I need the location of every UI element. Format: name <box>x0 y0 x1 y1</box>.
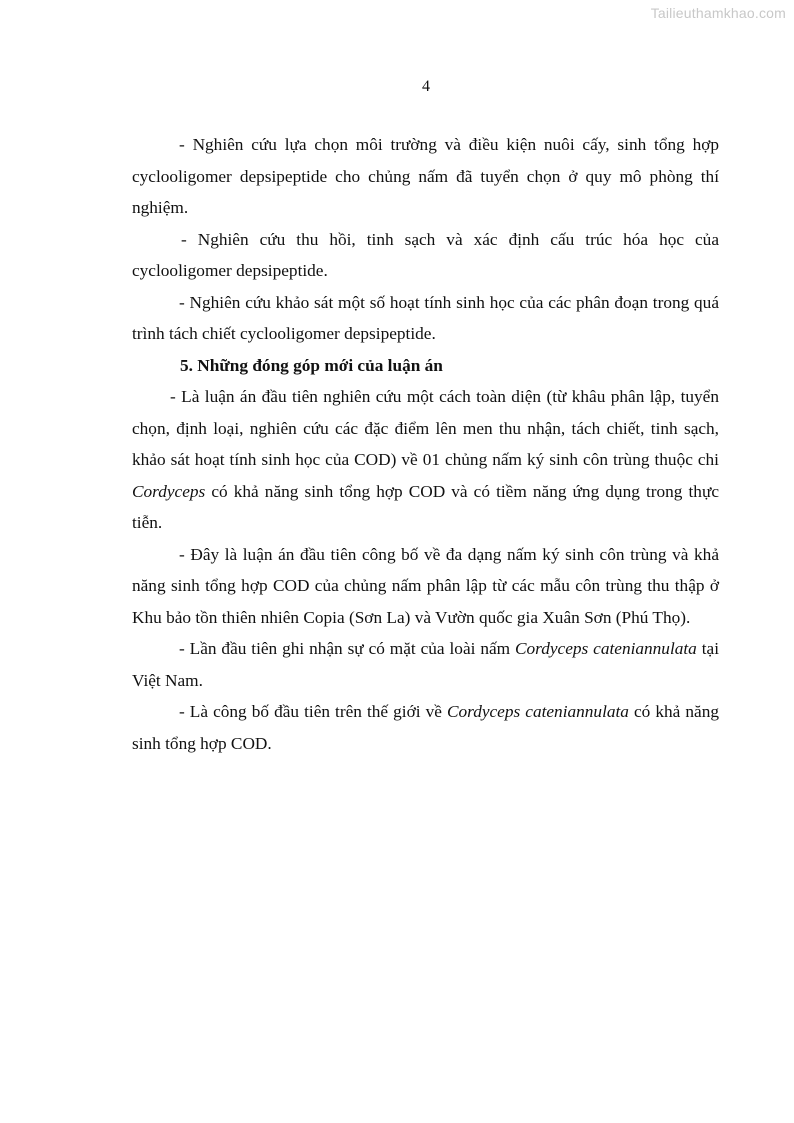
contribution-item-4 <box>132 696 719 759</box>
contribution-1-text-a: - Là luận án đầu tiên nghiên cứu một cách toàn diện (từ khâu phân lập, tuyển chọn, định loại, nghiên cứu các đặc điểm lên men thu nhận, tách chiết, tinh sạch, khảo sát hoạt tính sinh học của COD) về 01 chủng nấm ký sinh côn trùng thuộc chi <box>132 387 719 469</box>
genus-name-italic: Cordyceps <box>132 481 206 501</box>
contribution-item-1 <box>132 381 719 539</box>
paragraph-purification: - Nghiên cứu thu hồi, tinh sạch và xác định cấu trúc hóa học của cyclooligomer depsipeptide. <box>132 229 719 280</box>
contribution-3-text-a: - Lần đầu tiên ghi nhận sự có mặt của loài nấm <box>179 639 515 658</box>
species-name-italic-2: Cordyceps cateniannulata <box>446 702 629 721</box>
contribution-1-text-b: có khả năng sinh tổng hợp COD và có tiềm năng ứng dụng trong thực tiễn. <box>132 481 719 532</box>
species-name-italic: Cordyceps cateniannulata <box>514 639 697 658</box>
contribution-4-text-a: - Là công bố đầu tiên trên thế giới về <box>179 702 447 721</box>
paragraph-culture-conditions: - Nghiên cứu lựa chọn môi trường và điều kiện nuôi cấy, sinh tổng hợp cyclooligomer depsipeptide cho chủng nấm đã tuyển chọn ở quy mô phòng thí nghiệm. <box>132 135 719 217</box>
page-number: 4 <box>422 78 430 95</box>
section-heading: 5. Những đóng góp mới của luận án <box>180 355 443 375</box>
contribution-4-text-b: có khả năng sinh tổng hợp COD. <box>132 702 719 753</box>
watermark: Tailieuthamkhao.com <box>650 5 786 21</box>
contribution-3-text-b: tại Việt Nam. <box>132 639 720 690</box>
contribution-item-2: - Đây là luận án đầu tiên công bố về đa dạng nấm ký sinh côn trùng và khả năng sinh tổng hợp COD của chủng nấm phân lập từ các mẫu côn trùng thu thập ở Khu bảo tồn thiên nhiên Copia (Sơn La) và Vườn quốc gia Xuân Sơn (Phú Thọ). <box>132 544 719 627</box>
contribution-item-3 <box>132 633 719 696</box>
document-body <box>132 129 719 759</box>
paragraph-bioactivity: - Nghiên cứu khảo sát một số hoạt tính sinh học của các phân đoạn trong quá trình tách chiết cyclooligomer depsipeptide. <box>132 292 719 343</box>
